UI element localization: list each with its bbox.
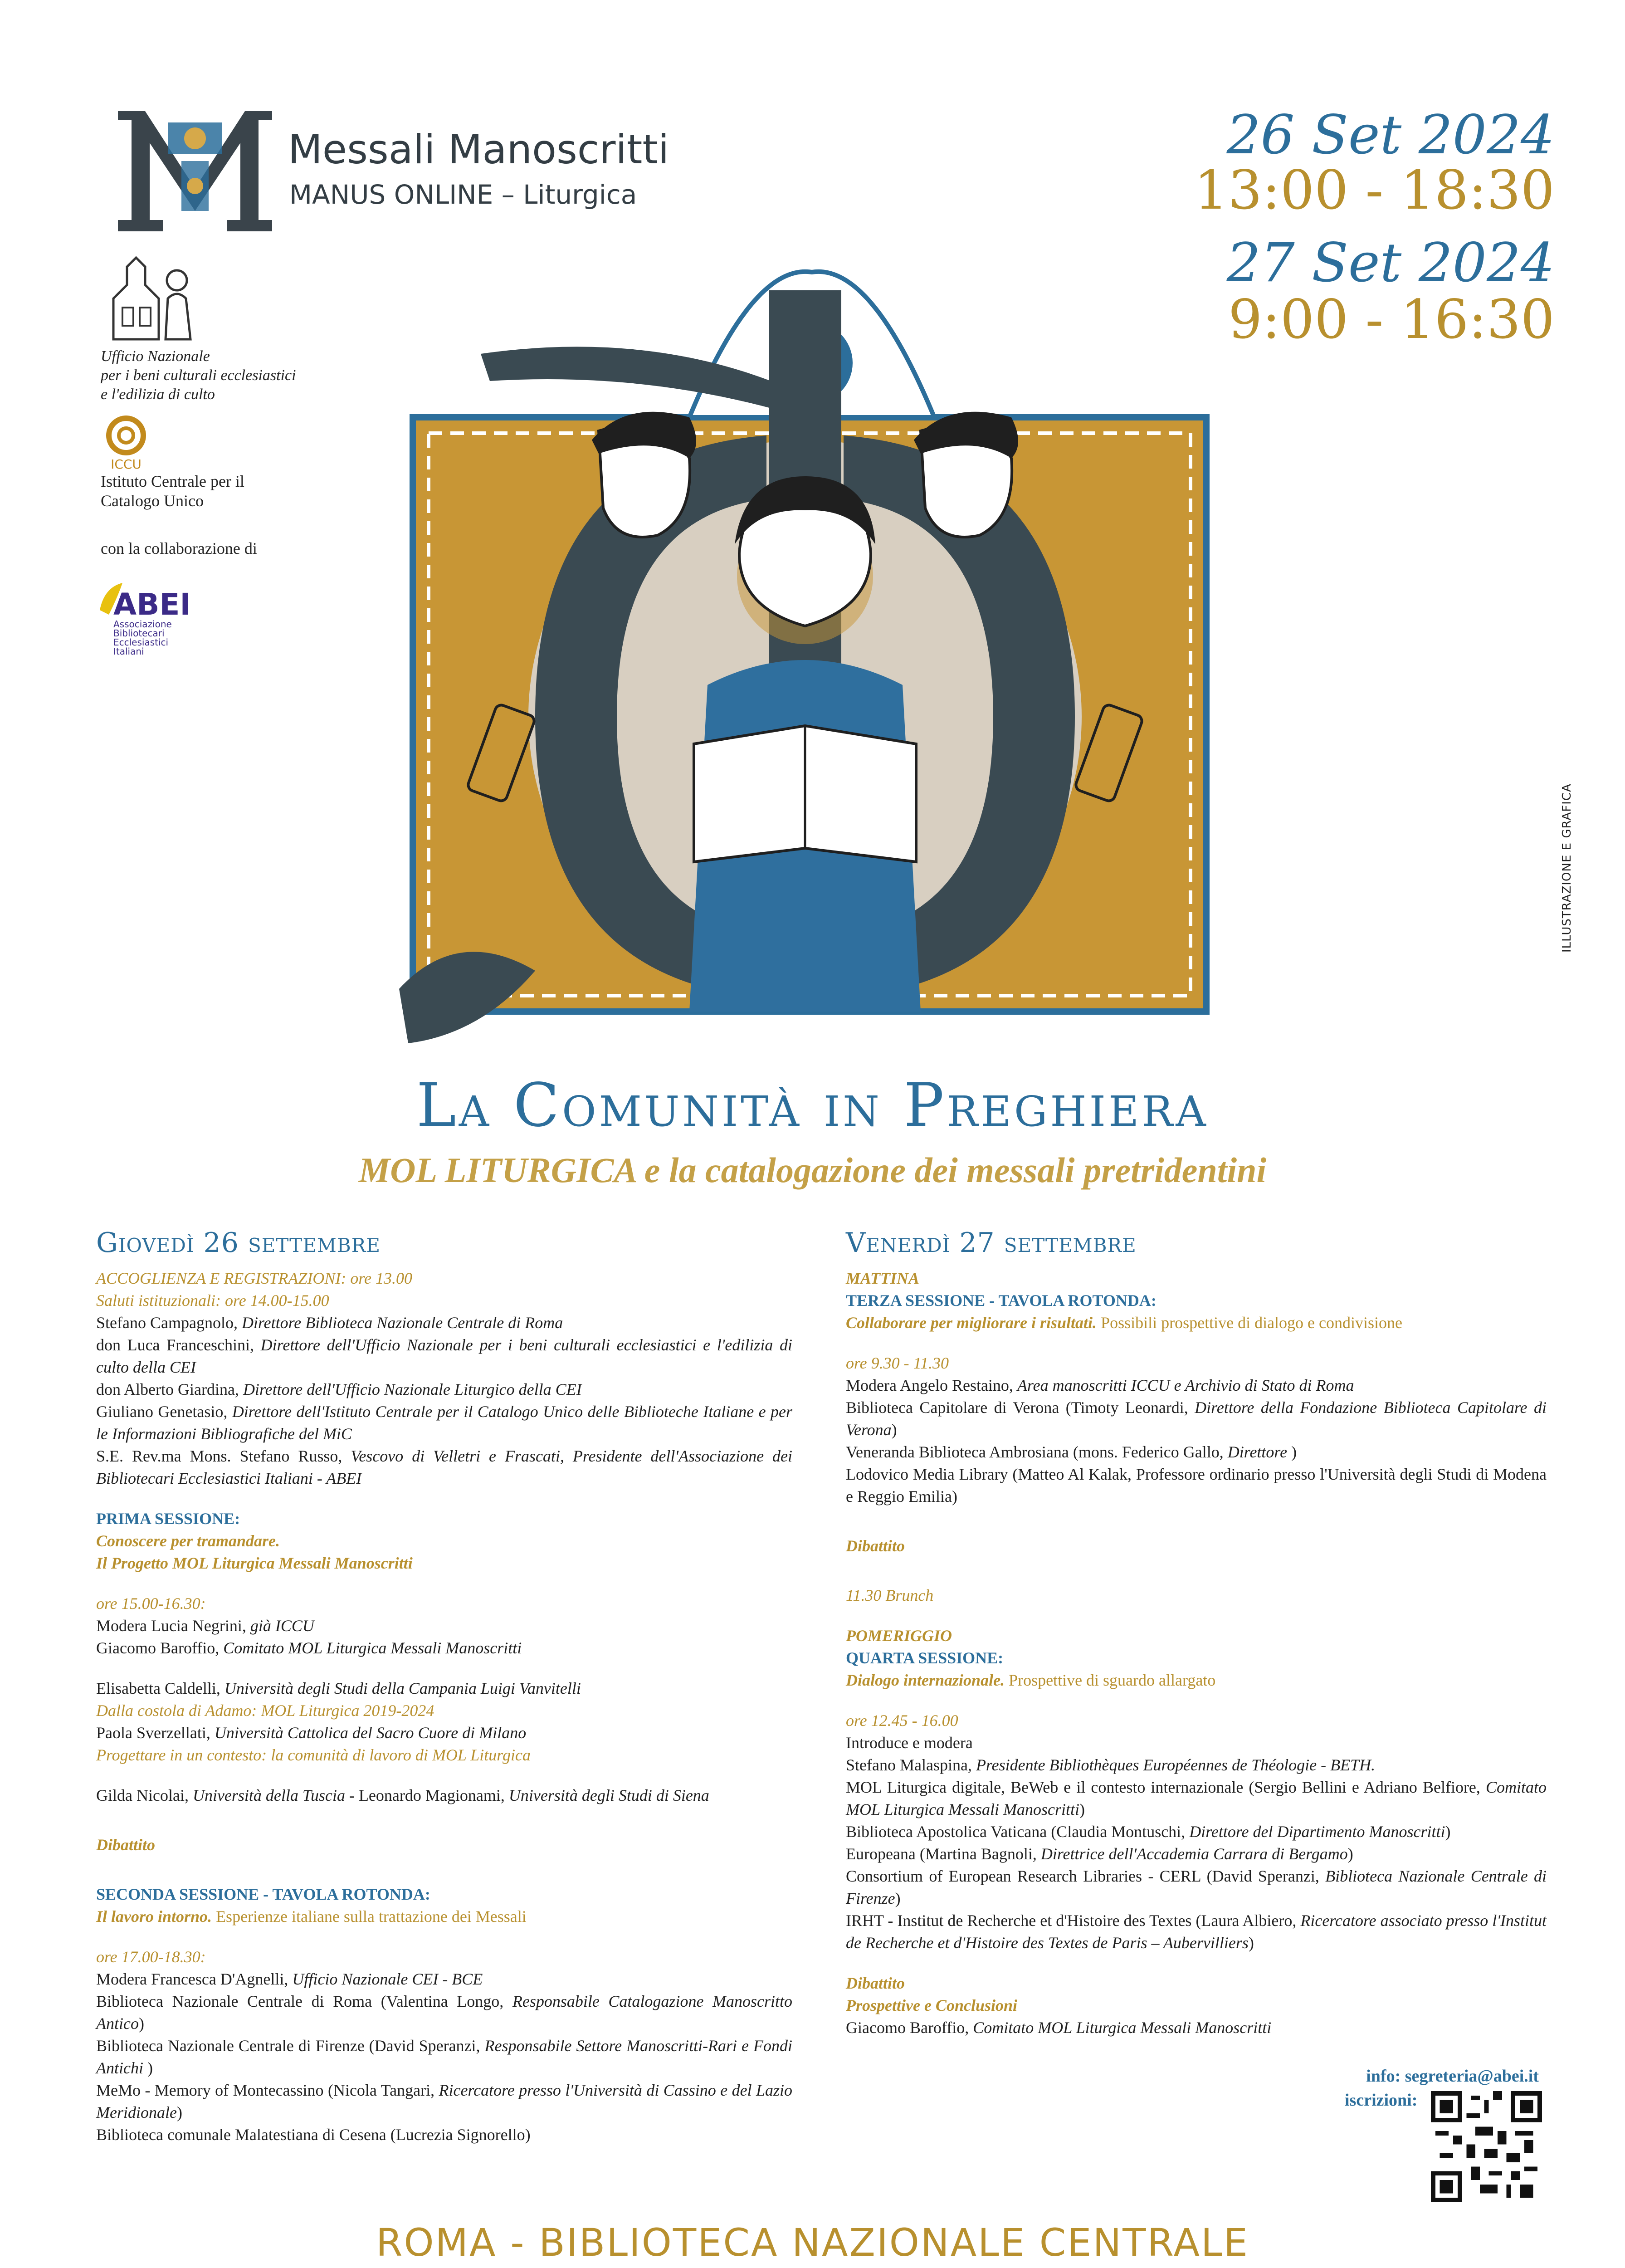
collab-label: con la collaborazione di [101, 539, 257, 557]
session-1-label: PRIMA SESSIONE: [96, 1510, 240, 1528]
session-1-title-1: Conoscere per tramandare. [96, 1532, 280, 1550]
brand-subtitle: MANUS ONLINE – Liturgica [289, 179, 637, 210]
pomeriggio-label: POMERIGGIO [846, 1627, 952, 1645]
accoglienza: ACCOGLIENZA E REGISTRAZIONI: ore 13.00 [96, 1269, 412, 1287]
session-1-speaker-2: Giacomo Baroffio, Comitato MOL Liturgica Messali Manoscritti [96, 1639, 522, 1657]
info-email-link[interactable]: info: segreteria@abei.it [1366, 2067, 1539, 2086]
event-title: La Comunità in Preghiera [416, 1070, 1209, 1140]
saluti-istituzionali: Saluti istituzionali: ore 14.00-15.00 [96, 1291, 329, 1310]
mattina-label: MATTINA [846, 1269, 920, 1287]
iccu-logo [103, 415, 149, 472]
session-4-speaker-5: Consortium of European Research Libraries - CERL (David Speranzi, Biblioteca Nazionale Centrale di Firenze) [846, 1867, 1547, 1907]
brunch: 11.30 Brunch [846, 1586, 934, 1604]
session-3-speaker-4: Lodovico Media Library (Matteo Al Kalak, Professore ordinario presso l'Università degli Studi di Modena e Reggio Emilia) [846, 1465, 1547, 1505]
dibattito-1: Dibattito [96, 1836, 156, 1854]
session-3-speaker-2: Biblioteca Capitolare di Verona (Timoty Leonardi, Direttore della Fondazione Biblioteca Capitolare di Verona) [846, 1398, 1547, 1439]
date-day-2: 27 Set 2024 [1226, 231, 1555, 294]
session-4-speaker-2: MOL Liturgica digitale, BeWeb e il contesto internazionale (Sergio Bellini e Adriano Belfiore, Comitato MOL Liturgica Messali Manoscritti) [846, 1778, 1547, 1818]
session-1-speaker-4: Paola Sverzellati, Università Cattolica del Sacro Cuore di Milano [96, 1724, 527, 1742]
time-day-2: 9:00 - 16:30 [1228, 288, 1555, 351]
speaker-4: Giuliano Genetasio, Direttore dell'Istituto Centrale per il Catalogo Unico delle Biblioteche Italiane e per le Informazioni Bibliografiche del MiC [96, 1403, 792, 1443]
session-1-title-2: Il Progetto MOL Liturgica Messali Manoscritti [96, 1554, 413, 1572]
dibattito-2: Dibattito [846, 1537, 905, 1555]
session-2-time: ore 17.00-18.30: [96, 1948, 206, 1966]
iccu-line-1: Istituto Centrale per il [101, 472, 244, 490]
session-1-moderator: Modera Lucia Negrini, già ICCU [96, 1617, 314, 1635]
session-2-speaker-5: Biblioteca comunale Malatestiana di Cesena (Lucrezia Signorello) [96, 2126, 531, 2144]
messali-manoscritti-logo [113, 102, 277, 238]
session-3-speaker-3: Veneranda Biblioteca Ambrosiana (mons. Federico Gallo, Direttore ) [846, 1443, 1297, 1461]
conclusioni-label: Prospettive e Conclusioni [846, 1996, 1017, 2014]
day-1-heading: Giovedì 26 settembre [96, 1227, 381, 1259]
ufficio-line-3: e l'edilizia di culto [101, 386, 215, 403]
illustration-credit: ILLUSTRAZIONE E GRAFICA [1560, 783, 1574, 953]
session-2-speaker-3: Biblioteca Nazionale Centrale di Firenze (David Speranzi, Responsabile Settore Manoscritti-Rari e Fondi Antichi ) [96, 2037, 792, 2077]
session-2-speaker-1: Modera Francesca D'Agnelli, Ufficio Nazionale CEI - BCE [96, 1970, 483, 1988]
session-4-speaker-1: Stefano Malaspina, Presidente Bibliothèques Européennes de Théologie - BETH. [846, 1756, 1376, 1774]
session-4-speaker-3: Biblioteca Apostolica Vaticana (Claudia Montuschi, Direttore del Dipartimento Manoscritti) [846, 1823, 1451, 1841]
iccu-mark-text: ICCU [111, 457, 142, 472]
venue-footer: ROMA - BIBLIOTECA NAZIONALE CENTRALE [376, 2220, 1249, 2265]
session-2-speaker-4: MeMo - Memory of Montecassino (Nicola Tangari, Ricercatore presso l'Università di Cassino e del Lazio Meridionale) [96, 2081, 792, 2121]
speaker-5: S.E. Rev.ma Mons. Stefano Russo, Vescovo di Velletri e Frascati, Presidente dell'Associazione dei Bibliotecari Ecclesiastici Italiani - ABEI [96, 1447, 792, 1487]
qr-code-icon[interactable] [1431, 2091, 1542, 2202]
day-2-heading: Venerdì 27 settembre [846, 1227, 1137, 1259]
svg-text:Bibliotecari: Bibliotecari [113, 628, 165, 639]
event-subtitle: MOL LITURGICA e la catalogazione dei messali pretridentini [358, 1150, 1267, 1190]
session-1-talk-4: Progettare in un contesto: la comunità di lavoro di MOL Liturgica [96, 1746, 531, 1764]
session-2-speaker-2: Biblioteca Nazionale Centrale di Roma (Valentina Longo, Responsabile Catalogazione Manoscritto Antico) [96, 1992, 793, 2033]
speaker-1: Stefano Campagnolo, Direttore Biblioteca Nazionale Centrale di Roma [96, 1314, 563, 1332]
ufficio-line-1: Ufficio Nazionale [101, 348, 210, 365]
abei-mark: ABEI [113, 587, 191, 622]
dibattito-3: Dibattito [846, 1974, 905, 1992]
ufficio-nazionale-emblem [95, 249, 200, 344]
iscrizioni-label: iscrizioni: [1345, 2091, 1418, 2110]
session-1-talk-3: Dalla costola di Adamo: MOL Liturgica 2019-2024 [96, 1701, 434, 1720]
session-1-speaker-5: Gilda Nicolai, Università della Tuscia - Leonardo Magionami, Università degli Studi di Siena [96, 1786, 709, 1804]
speaker-2: don Luca Franceschini, Direttore dell'Ufficio Nazionale per i beni culturali ecclesiastici e l'edilizia di culto della CEI [96, 1336, 793, 1376]
abei-logo [95, 578, 200, 658]
session-3-time: ore 9.30 - 11.30 [846, 1354, 949, 1372]
session-4-speaker-4: Europeana (Martina Bagnoli, Direttrice dell'Accademia Carrara di Bergamo) [846, 1845, 1353, 1863]
brand-title: Messali Manoscritti [288, 126, 669, 173]
session-3-title: Collaborare per migliorare i risultati. Possibili prospettive di dialogo e condivisione [846, 1314, 1403, 1332]
session-3-label: TERZA SESSIONE - TAVOLA ROTONDA: [846, 1291, 1157, 1310]
session-3-speaker-1: Modera Angelo Restaino, Area manoscritti ICCU e Archivio di Stato di Roma [846, 1376, 1354, 1394]
session-4-title: Dialogo internazionale. Prospettive di sguardo allargato [846, 1671, 1216, 1689]
session-4-speaker-6: IRHT - Institut de Recherche et d'Histoire des Textes (Laura Albiero, Ricercatore associato presso l'Institut de Recherche et d'Histoire des Textes de Paris – Aubervilliers) [846, 1911, 1547, 1952]
svg-text:Ecclesiastici: Ecclesiastici [113, 637, 169, 648]
time-day-1: 13:00 - 18:30 [1194, 159, 1555, 221]
svg-text:Associazione: Associazione [113, 619, 172, 630]
session-4-intro: Introduce e modera [846, 1734, 973, 1752]
svg-text:Italiani: Italiani [113, 646, 144, 657]
program-day-2 [846, 1225, 1547, 2039]
speaker-3: don Alberto Giardina, Direttore dell'Ufficio Nazionale Liturgico della CEI [96, 1380, 582, 1398]
illuminated-initial-illustration [345, 263, 1265, 1061]
session-2-title: Il lavoro intorno. Esperienze italiane sulla trattazione dei Messali [96, 1907, 527, 1926]
iccu-line-2: Catalogo Unico [101, 492, 204, 510]
date-day-1: 26 Set 2024 [1226, 103, 1555, 166]
session-1-time: ore 15.00-16.30: [96, 1594, 206, 1613]
final-speaker: Giacomo Baroffio, Comitato MOL Liturgica Messali Manoscritti [846, 2019, 1272, 2037]
session-4-time: ore 12.45 - 16.00 [846, 1711, 958, 1730]
session-1-speaker-3: Elisabetta Caldelli, Università degli Studi della Campania Luigi Vanvitelli [96, 1679, 581, 1697]
session-4-label: QUARTA SESSIONE: [846, 1649, 1004, 1667]
ufficio-line-2: per i beni culturali ecclesiastici [101, 367, 296, 384]
session-2-label: SECONDA SESSIONE - TAVOLA ROTONDA: [96, 1885, 430, 1903]
program-day-1 [96, 1225, 792, 2146]
